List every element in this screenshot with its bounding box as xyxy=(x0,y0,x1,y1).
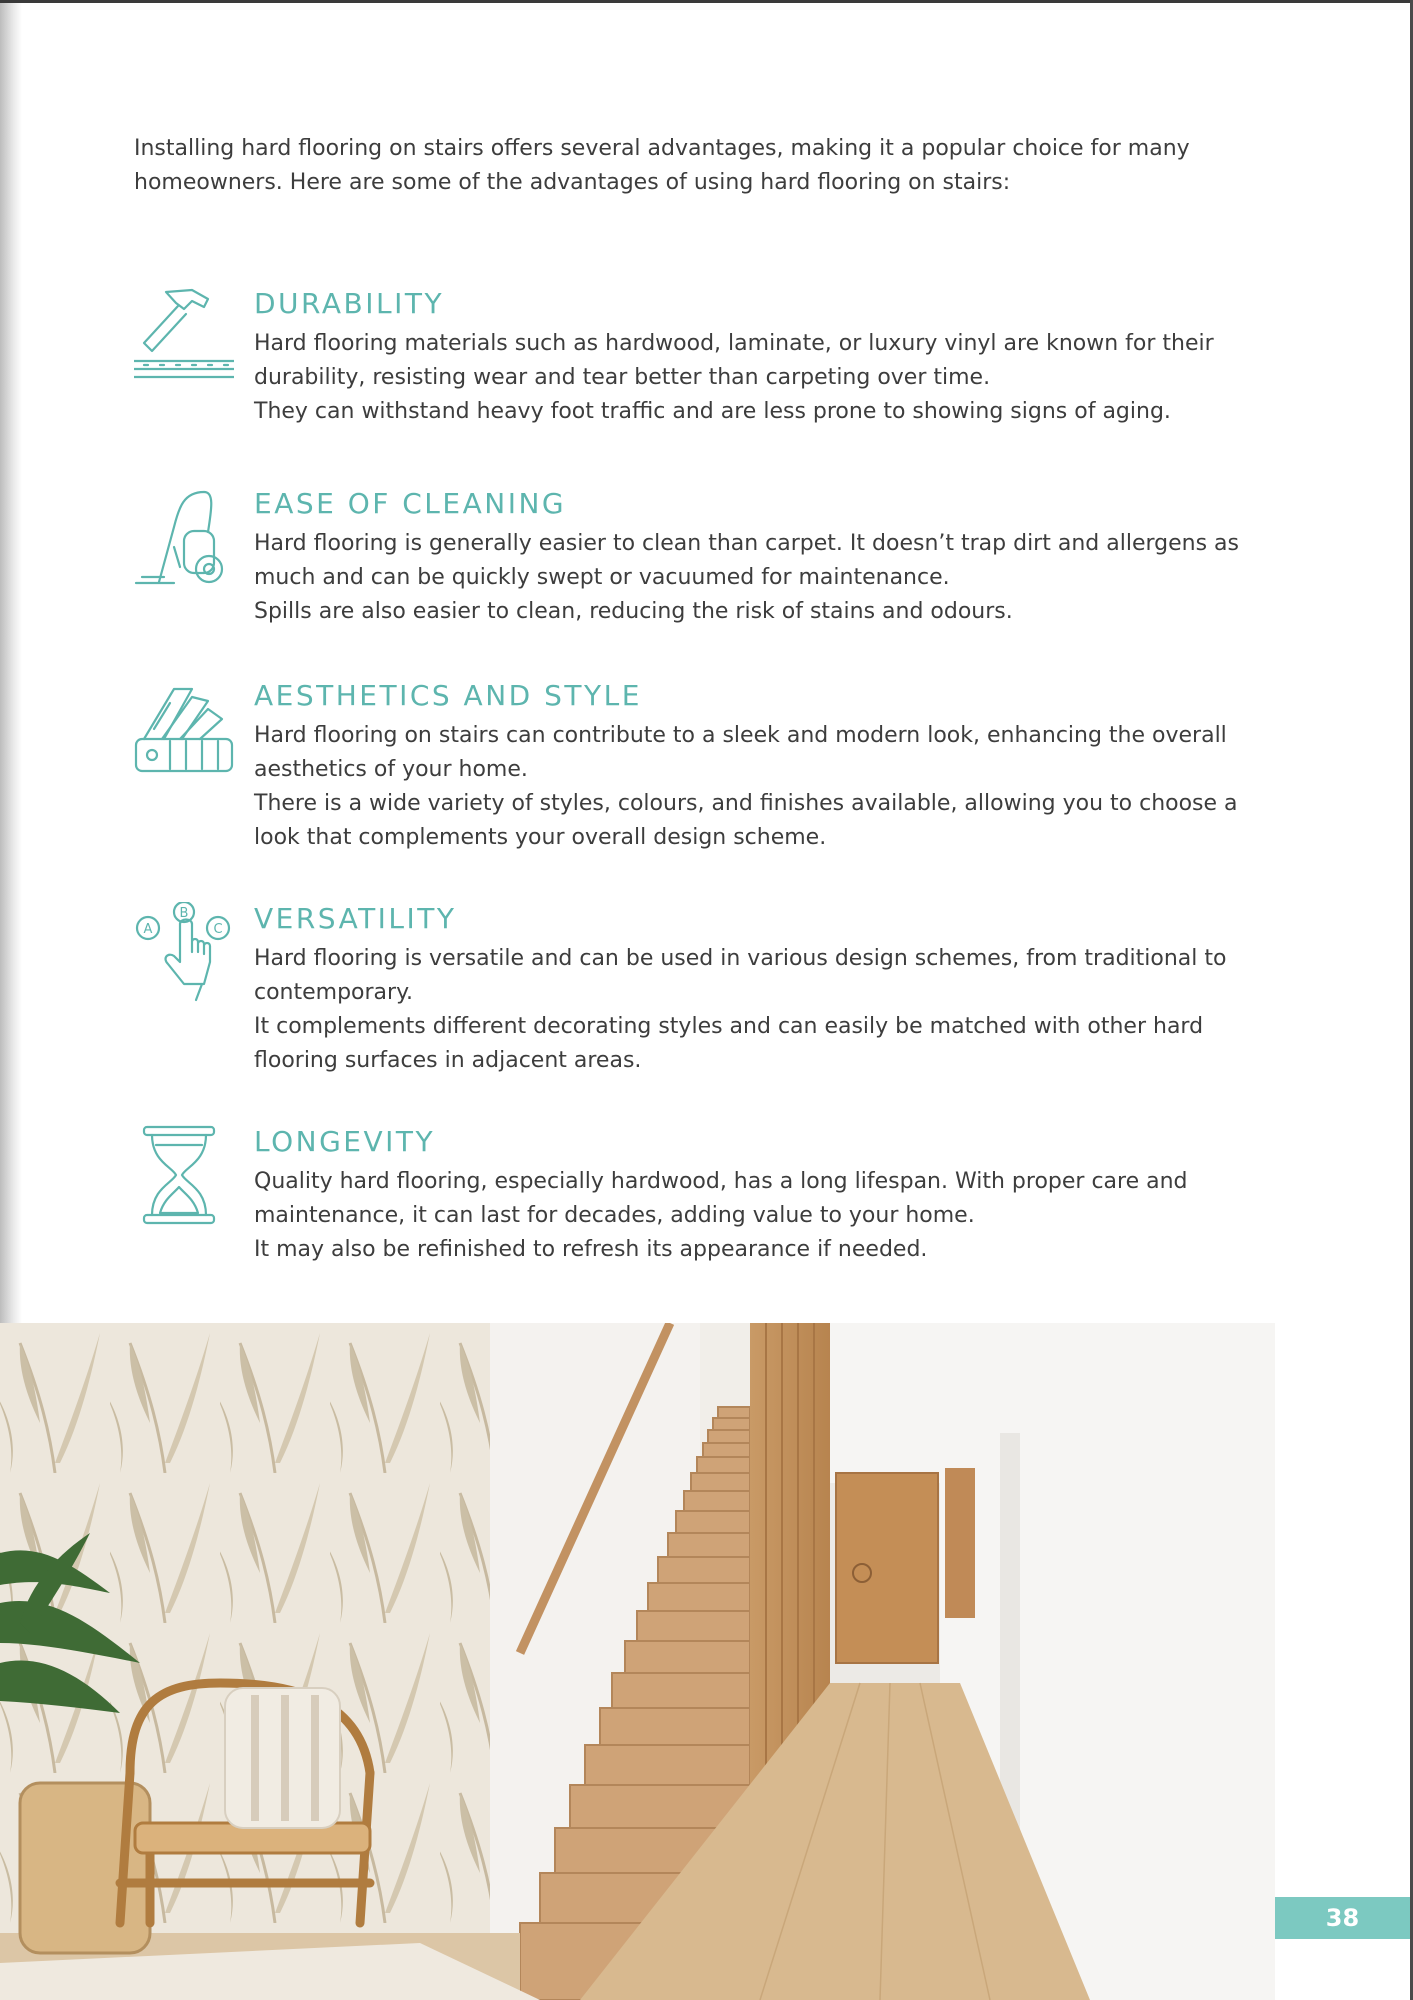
top-border xyxy=(0,0,1413,3)
section-paragraph: Spills are also easier to clean, reducing the risk of stains and odours. xyxy=(254,599,1013,624)
section-title: LONGEVITY xyxy=(254,1125,436,1158)
swatch-icon xyxy=(134,679,234,779)
section-paragraph: There is a wide variety of styles, colours, and finishes available, allowing you to choose a look that complements your overall design scheme. xyxy=(254,791,1238,850)
section-paragraph: It complements different decorating styles and can easily be matched with other hard flooring surfaces in adjacent areas. xyxy=(254,1014,1204,1073)
section-title: EASE OF CLEANING xyxy=(254,487,567,520)
option-letter-c: C xyxy=(213,922,223,937)
hammer-icon xyxy=(134,287,234,387)
section-title: VERSATILITY xyxy=(254,902,457,935)
staircase-hallway-photo xyxy=(0,1323,1275,2000)
page-number: 38 xyxy=(1275,1897,1410,1939)
section-paragraph: Hard flooring materials such as hardwood, laminate, or luxury vinyl are known for their durability, resisting wear and tear better than carpeting over time. xyxy=(254,331,1214,390)
section-paragraph: Quality hard flooring, especially hardwood, has a long lifespan. With proper care and maintenance, it can last for decades, adding value to your home. xyxy=(254,1169,1188,1228)
option-letter-a: A xyxy=(143,922,153,937)
intro-paragraph: Installing hard flooring on stairs offers several advantages, making it a popular choice for many homeowners. Here are some of the advantages of using hard flooring on stairs: xyxy=(134,136,1190,195)
options-hand-icon xyxy=(134,902,234,1002)
vacuum-icon xyxy=(134,487,234,587)
section-paragraph: It may also be refinished to refresh its appearance if needed. xyxy=(254,1237,928,1262)
hourglass-icon xyxy=(134,1125,234,1225)
option-letter-b: B xyxy=(179,906,189,921)
section-paragraph: Hard flooring on stairs can contribute to a sleek and modern look, enhancing the overall aesthetics of your home. xyxy=(254,723,1227,782)
section-paragraph: Hard flooring is generally easier to clean than carpet. It doesn’t trap dirt and allergens as much and can be quickly swept or vacuumed for maintenance. xyxy=(254,531,1239,590)
section-title: DURABILITY xyxy=(254,287,445,320)
section-title: AESTHETICS AND STYLE xyxy=(254,679,642,712)
section-paragraph: They can withstand heavy foot traffic and are less prone to showing signs of aging. xyxy=(254,399,1171,424)
section-paragraph: Hard flooring is versatile and can be used in various design schemes, from traditional to contemporary. xyxy=(254,946,1227,1005)
